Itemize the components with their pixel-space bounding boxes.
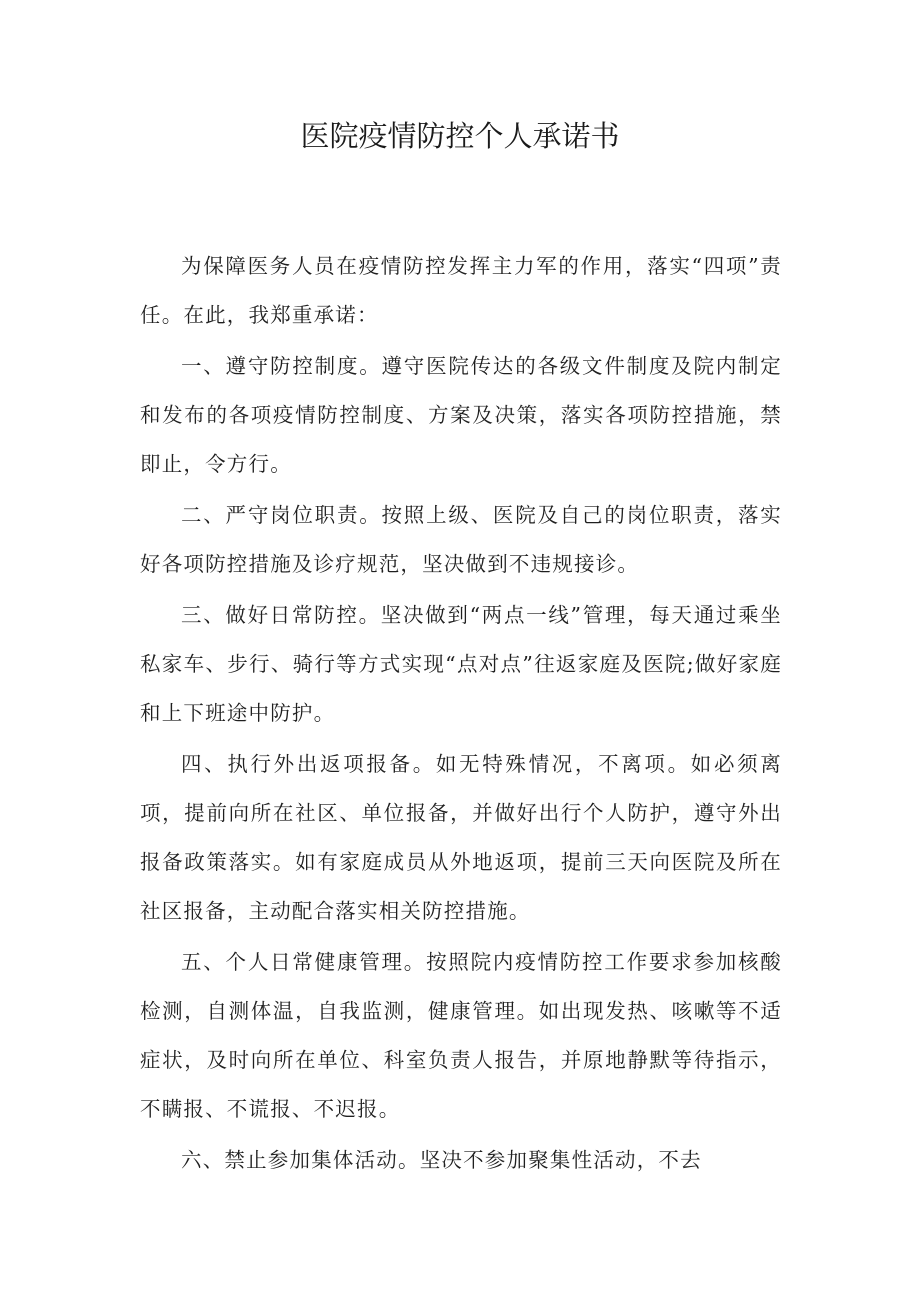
paragraph-5: 五、个人日常健康管理。按照院内疫情防控工作要求参加核酸检测，自测体温，自我监测，健康管理。如出现发热、咳嗽等不适症状，及时向所在单位、科室负责人报告，并原地静默等待指示，不瞒报、不谎报、不迟报。 [140,950,782,1121]
document-body [140,242,782,1185]
paragraph-1: 一、遵守防控制度。遵守医院传达的各级文件制度及院内制定和发布的各项疫情防控制度、方案及决策，落实各项防控措施，禁即止，令方行。 [140,354,782,476]
paragraph-4: 四、执行外出返项报备。如无特殊情况，不离项。如必须离项，提前向所在社区、单位报备，并做好出行个人防护，遵守外出报备政策落实。如有家庭成员从外地返项，提前三天向医院及所在社区报备，主动配合落实相关防控措施。 [140,752,782,923]
paragraph-intro: 为保障医务人员在疫情防控发挥主力军的作用，落实“四项”责任。在此，我郑重承诺： [140,254,782,327]
document-title: 医院疫情防控个人承诺书 [300,119,620,153]
paragraph-6: 六、禁止参加集体活动。坚决不参加聚集性活动，不去 [181,1148,702,1172]
paragraph-3: 三、做好日常防控。坚决做到“两点一线”管理，每天通过乘坐私家车、步行、骑行等方式实现“点对点”往返家庭及医院;做好家庭和上下班途中防护。 [140,603,782,725]
paragraph-2: 二、严守岗位职责。按照上级、医院及自己的岗位职责，落实好各项防控措施及诊疗规范，坚决做到不违规接诊。 [140,503,782,576]
